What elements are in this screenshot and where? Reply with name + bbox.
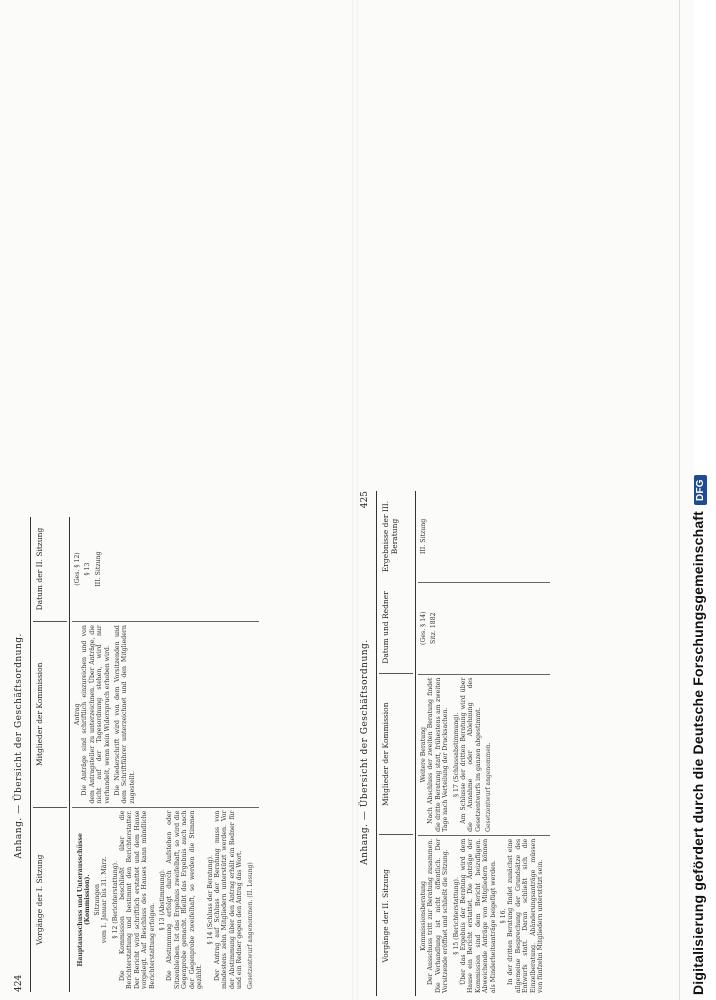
header-rule <box>69 517 70 992</box>
section-heading: Hauptausschuss und Unterausschüsse (Kommission). <box>77 833 92 967</box>
right-column-4 <box>418 491 550 582</box>
column-header: Datum und Redner <box>381 591 390 664</box>
margin-note: Sitz. 1882 <box>430 612 438 645</box>
left-body <box>72 517 259 992</box>
block-heading: § 17 (Schlussabstimmung). <box>452 712 460 798</box>
margin-note: § 13 <box>84 562 92 576</box>
header-rule <box>30 517 31 992</box>
block-text: Die Niederschrift wird von dem Vorsitzenden und dem Schriftführer unterzeichnet und den Mitgliedern zugestellt. <box>114 625 136 804</box>
margin-note: (Ges. § 12) <box>74 552 81 586</box>
left-column-3 <box>72 517 259 621</box>
block-text: Der Antrag auf Schluss der Beratung muss von mindestens zehn Mitgliedern unterstützt werden. Vor der Abstimmung über den Antrag erhält ein Redner für und ein Redner gegen den Antrag das Wort. <box>213 810 244 989</box>
column-header: Ergebnisse der III. Beratung <box>381 500 400 573</box>
right-column-2 <box>418 674 550 835</box>
column-header: Vorgänge der II. Sitzung <box>379 834 413 996</box>
dfg-logo: DFG <box>694 475 707 505</box>
left-column-1 <box>72 807 259 992</box>
left-page <box>14 517 350 992</box>
dfg-notice <box>690 5 707 995</box>
margin-note: III. Sitzung <box>94 551 102 587</box>
block-heading: § 15 (Berichterstattung). <box>452 877 460 955</box>
right-page-number: 425 <box>360 491 370 509</box>
block-text: In der dritten Beratung findet zunächst eine allgemeine Besprechung der Grundsätze des Entwurfs statt. Daran schließt sich die Einzelberatung. Abänderungsanträge müssen von fünfzehn Mitgliedern unterstützt sein. <box>507 838 545 993</box>
right-column-headers <box>379 491 413 996</box>
margin-note: III. Sitzung <box>420 518 427 554</box>
header-rule <box>415 491 416 996</box>
left-column-headers <box>33 517 67 992</box>
block-text: Der Ausschuss tritt zur Beratung zusammen. Die Verhandlung ist nicht öffentlich. Der Vorsitzende eröffnet und schließt die Sitzung. <box>427 838 450 993</box>
block-text: Am Schlusse der dritten Beratung wird über die Annahme oder Ablehnung des Gesetzentwurfs im ganzen abgestimmt. <box>460 677 482 832</box>
block-text: Über das Ergebnis der Beratung wird dem Hause ein Bericht erstattet. Die Anträge der Kommission sind dem Bericht beizufügen. Abweichende Anträge von Mitgliedern können als Minderheitsanträge beigefügt werden. <box>460 838 497 993</box>
margin-note: (Ges. § 14) <box>420 611 427 645</box>
block-heading: Sitzungen <box>93 884 101 916</box>
right-running-title: Anhang. — Übersicht der Geschäftsordnung. <box>360 639 370 865</box>
right-footer-note: Gesetzentwurf angenommen. <box>485 742 493 832</box>
block-heading: § 12 (Berichterstattung). <box>111 860 119 939</box>
right-column-1 <box>418 835 550 996</box>
right-column-3 <box>418 582 550 674</box>
column-header: Vorgänge der I. Sitzung <box>33 807 67 992</box>
dfg-notice-text: Digitalisierung gefördert durch die Deutsche Forschungsgemeinschaft <box>690 510 706 995</box>
header-rule <box>376 491 377 996</box>
block-text: Die Anträge sind schriftlich einzureichen und von dem Antragsteller zu unterzeichnen. Über Anträge, die nicht auf der Tagesordnung stehen, wird nur verhandelt, wenn kein Widerspruch erhoben wird. <box>81 625 111 804</box>
left-running-title: Anhang. — Übersicht der Geschäftsordnung. <box>14 633 24 859</box>
left-header <box>14 517 28 992</box>
block-heading: § 16. <box>500 908 508 924</box>
block-heading: Antrag <box>74 703 81 726</box>
block-heading: § 14 (Schluss der Beratung). <box>206 855 214 945</box>
block-text: Die Abstimmung erfolgt durch Aufstehen oder Sitzenbleiben. Ist das Ergebnis zweifelhaft, so wird die Gegenprobe gemacht. Bleibt das Ergebnis auch nach der Gegenprobe zweifelhaft, so werden die Stimmen gezählt. <box>166 810 204 989</box>
block-heading: Weitere Beratung <box>420 726 427 783</box>
block-heading: § 13 (Abstimmung). <box>159 869 167 931</box>
right-body <box>418 491 550 996</box>
left-footer-note: Gesetzentwurf angenommen. (II. Lesung) <box>246 862 254 989</box>
right-page <box>360 491 686 996</box>
book-fold <box>352 0 358 1000</box>
column-header: Mitglieder der Kommission <box>33 621 67 806</box>
left-column-2 <box>72 621 259 806</box>
block-heading: Kommissionsberatung <box>420 881 427 951</box>
block-text: Die Kommission beschließt über die Berichterstattung und bestimmt den Berichterstatter. Der Bericht wird schriftlich erstattet und dem Hause vorgelegt. Auf Beschluss des Hauses kann mündliche Berichterstattung erfolgen. <box>119 810 156 989</box>
column-header: Datum der II. Sitzung <box>35 527 44 611</box>
column-header: Mitglieder der Kommission <box>379 673 413 835</box>
right-header <box>360 491 374 996</box>
block-text: Nach Abschluss der zweiten Beratung findet die dritte Beratung statt, frühestens am zweiten Tage nach Verteilung der Drucksachen. <box>427 677 450 832</box>
edge-line <box>679 0 680 1000</box>
block-text: vom 1. Januar bis 31. März. <box>101 856 109 944</box>
left-page-number: 424 <box>14 974 24 992</box>
